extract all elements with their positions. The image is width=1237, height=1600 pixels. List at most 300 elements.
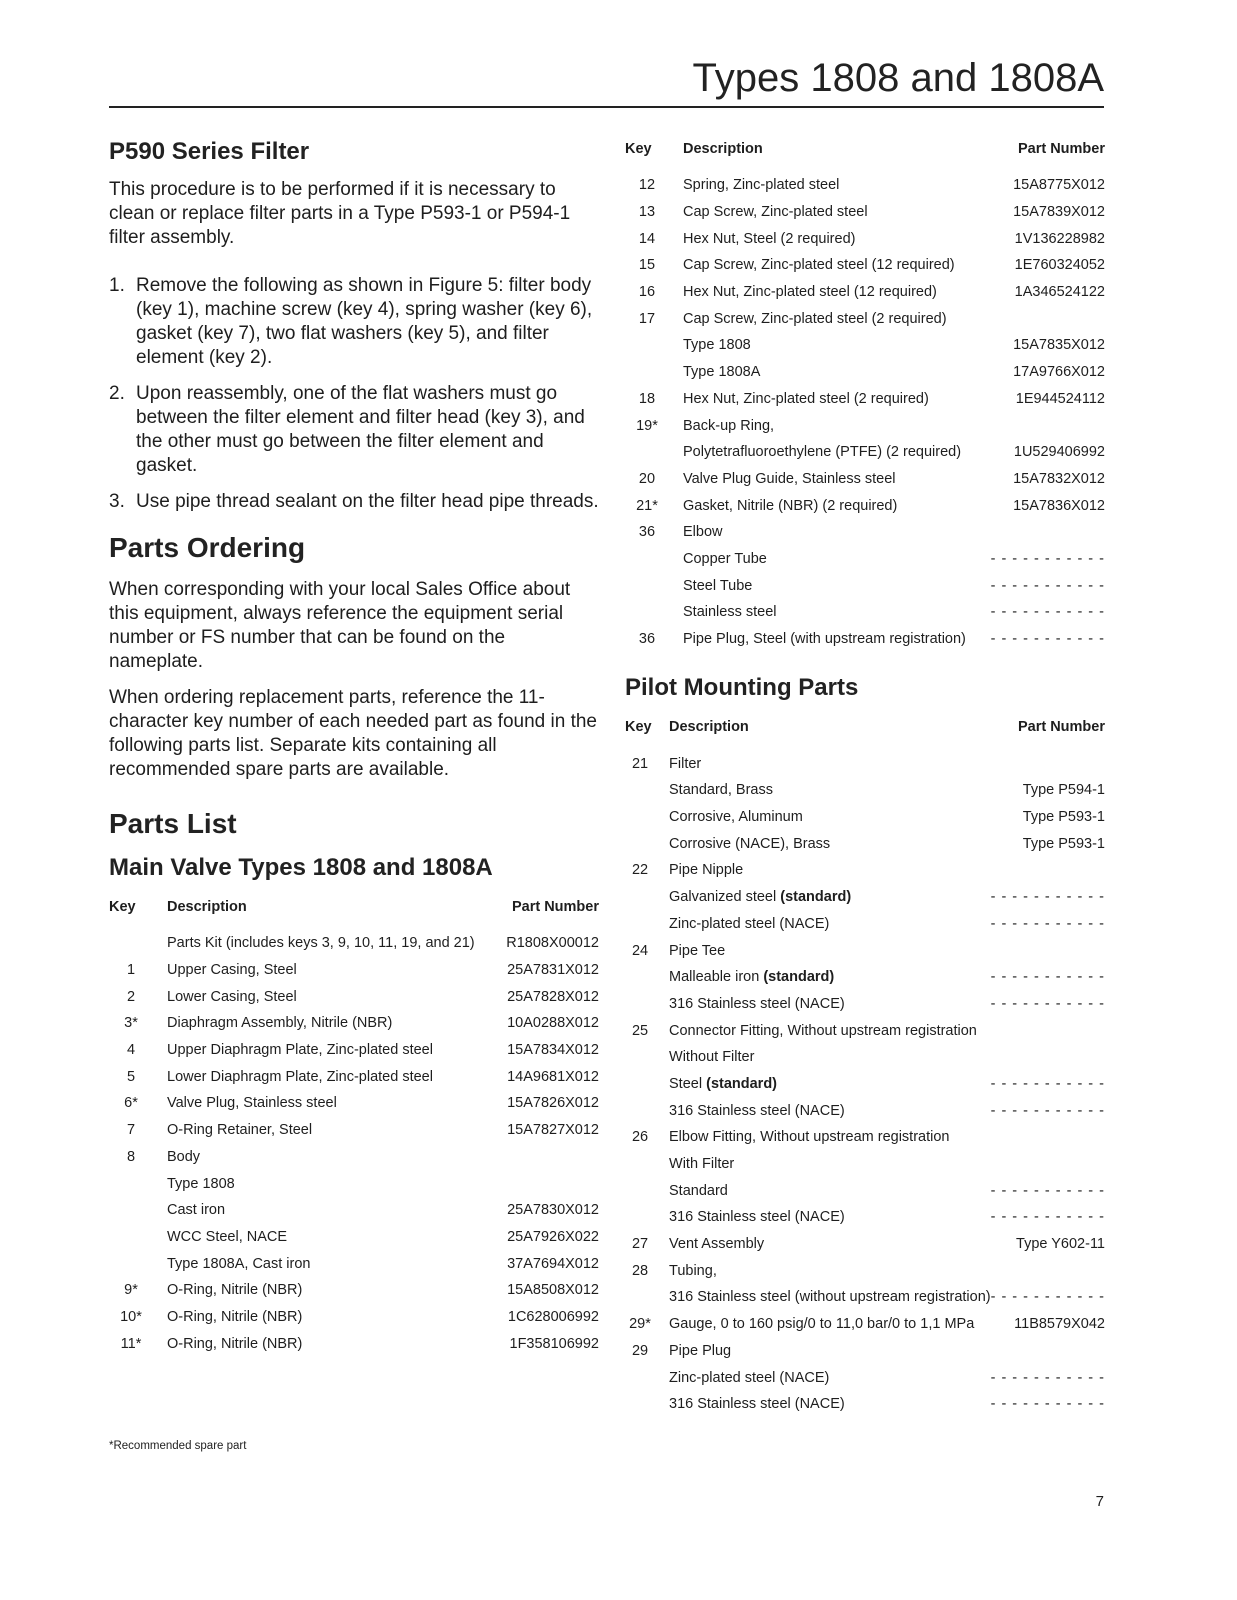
part-description [167, 1250, 499, 1277]
table-row [625, 857, 1105, 884]
table-row [625, 1044, 1105, 1071]
part-description-text: O-Ring Retainer, Steel [167, 1122, 313, 1139]
filter-steps [109, 274, 599, 514]
part-description [167, 1037, 499, 1064]
part-description-text: Pipe Plug [669, 1342, 732, 1359]
part-description-text: Cap Screw, Zinc-plated steel (2 required) [683, 310, 947, 327]
part-description-text: Parts Kit (includes keys 3, 9, 10, 11, 19, and 21) [167, 935, 475, 952]
part-key [625, 359, 683, 386]
part-description [669, 1284, 991, 1311]
part-description [683, 225, 983, 252]
part-number [499, 1144, 599, 1171]
part-description-emphasis: (standard) [780, 889, 852, 906]
table-row [625, 1124, 1105, 1151]
part-number: 10A0288X012 [507, 1015, 599, 1032]
table-row [109, 930, 599, 957]
part-description-text: Hex Nut, Zinc-plated steel (12 required) [683, 284, 937, 301]
part-key: 7 [126, 1122, 136, 1139]
part-description-text: Polytetrafluoroethylene (PTFE) (2 required) [683, 444, 962, 461]
part-description-text: Standard [669, 1182, 728, 1199]
pilot-mounting-table [625, 716, 1105, 1417]
part-key: 36 [638, 524, 656, 541]
part-number: 15A7835X012 [1013, 337, 1105, 354]
part-description-text: O-Ring, Nitrile (NBR) [167, 1308, 303, 1325]
part-number: - - - - - - - - - - - [990, 915, 1105, 932]
part-number: - - - - - - - - - - - [990, 1289, 1105, 1306]
part-description [669, 1124, 991, 1151]
part-description [669, 964, 991, 991]
part-description [669, 937, 991, 964]
part-number: 25A7831X012 [507, 962, 599, 979]
table-row [625, 572, 1105, 599]
part-number [983, 519, 1105, 546]
part-description [167, 983, 499, 1010]
footnote: *Recommended spare part [109, 1440, 247, 1452]
part-key: 29* [629, 1316, 651, 1333]
part-key: 1 [126, 962, 136, 979]
part-description [669, 1338, 991, 1365]
part-key: 20 [638, 470, 656, 487]
part-number [991, 1017, 1105, 1044]
part-key [625, 599, 683, 626]
step-item [109, 490, 599, 514]
part-description-text: Valve Plug, Stainless steel [167, 1095, 337, 1112]
part-description-text: Without Filter [669, 1049, 755, 1066]
part-description-text: 316 Stainless steel (NACE) [669, 995, 845, 1012]
table-row [625, 1151, 1105, 1178]
table-row [109, 1144, 599, 1171]
step-text: Upon reassembly, one of the flat washers must go between the filter element and filter head (key 3), and the other must go between the filter element and gasket. [136, 383, 585, 476]
table-row [625, 279, 1105, 306]
part-number: 1E760324052 [1014, 257, 1105, 274]
part-description [683, 466, 983, 493]
part-description-text: Elbow Fitting, Without upstream registration [669, 1129, 950, 1146]
part-description-text: Corrosive (NACE), Brass [669, 835, 831, 852]
part-number: Type Y602-11 [1016, 1236, 1105, 1253]
page-number: 7 [1095, 1493, 1104, 1510]
table-row [625, 172, 1105, 199]
table-row [625, 884, 1105, 911]
part-key [625, 830, 669, 857]
part-number [991, 1338, 1105, 1365]
table-row [625, 439, 1105, 466]
part-description [167, 1144, 499, 1171]
part-description [669, 804, 991, 831]
part-key [625, 1284, 669, 1311]
table-row [109, 1197, 599, 1224]
part-key: 9* [124, 1282, 138, 1299]
part-key [625, 1044, 669, 1071]
table-row [625, 1097, 1105, 1124]
right-column [625, 138, 1105, 1418]
step-number: 3. [109, 491, 125, 512]
part-description-text: Steel Tube [683, 577, 753, 594]
part-number: 14A9681X012 [507, 1068, 599, 1085]
part-description-text: With Filter [669, 1156, 735, 1173]
part-number: Type P594-1 [1022, 782, 1105, 799]
table-row [109, 1037, 599, 1064]
table-row [625, 1177, 1105, 1204]
part-description-text: 316 Stainless steel (without upstream registration) [669, 1289, 991, 1306]
part-number [983, 305, 1105, 332]
part-number [991, 1151, 1105, 1178]
table-row [625, 1391, 1105, 1418]
part-key: 15 [638, 257, 656, 274]
part-description [669, 991, 991, 1018]
left-column [109, 138, 599, 1357]
parts-ordering-heading: Parts Ordering [109, 532, 306, 563]
part-number: 15A7827X012 [507, 1122, 599, 1139]
part-number: 15A7834X012 [507, 1042, 599, 1059]
part-number: - - - - - - - - - - - [990, 631, 1105, 648]
part-number: - - - - - - - - - - - [990, 604, 1105, 621]
table-row [625, 332, 1105, 359]
part-description [683, 252, 983, 279]
part-description [669, 1044, 991, 1071]
part-description-text: Type 1808 [167, 1175, 235, 1192]
table-row [625, 1257, 1105, 1284]
table-row [109, 1170, 599, 1197]
part-description [683, 279, 983, 306]
part-description-text: Cast iron [167, 1202, 226, 1219]
part-description-text: Type 1808 [683, 337, 751, 354]
part-description-text: Lower Casing, Steel [167, 988, 297, 1005]
part-key [109, 1250, 167, 1277]
table-row [625, 359, 1105, 386]
part-description [683, 386, 983, 413]
part-number: 15A7826X012 [507, 1095, 599, 1112]
part-description-text: Corrosive, Aluminum [669, 809, 803, 826]
part-description-text: Upper Casing, Steel [167, 962, 297, 979]
table-row [109, 1330, 599, 1357]
part-description [683, 519, 983, 546]
part-key: 36 [638, 631, 656, 648]
part-number [991, 857, 1105, 884]
part-number: - - - - - - - - - - - [990, 889, 1105, 906]
col-key-header: Key [625, 141, 652, 157]
part-description [669, 1151, 991, 1178]
part-description-text: O-Ring, Nitrile (NBR) [167, 1282, 303, 1299]
part-description [683, 305, 983, 332]
part-description [669, 1204, 991, 1231]
part-description [167, 1010, 499, 1037]
part-key [625, 804, 669, 831]
part-description [683, 359, 983, 386]
part-description-text: 316 Stainless steel (NACE) [669, 1102, 845, 1119]
part-number [499, 1170, 599, 1197]
col-part-header: Part Number [1017, 141, 1105, 157]
parts-list-heading: Parts List [109, 808, 237, 839]
table-row [625, 626, 1105, 653]
step-number: 2. [109, 383, 125, 404]
part-key: 6* [124, 1095, 138, 1112]
part-description-text: Pipe Plug, Steel (with upstream registration) [683, 631, 966, 648]
part-key [625, 1151, 669, 1178]
part-number: - - - - - - - - - - - [990, 1209, 1105, 1226]
part-description [683, 546, 983, 573]
part-description [669, 1231, 991, 1258]
part-description-text: Gasket, Nitrile (NBR) (2 required) [683, 497, 898, 514]
table-row [625, 599, 1105, 626]
table-row [625, 412, 1105, 439]
part-description [683, 599, 983, 626]
part-number: Type P593-1 [1022, 835, 1105, 852]
part-description [683, 492, 983, 519]
part-key: 28 [631, 1262, 649, 1279]
part-number: 1V136228982 [1014, 230, 1105, 247]
table-row [625, 911, 1105, 938]
table-header-row [109, 896, 599, 930]
part-description [167, 1304, 499, 1331]
part-key: 24 [631, 942, 649, 959]
part-key [109, 930, 167, 957]
part-description-text: Spring, Zinc-plated steel [683, 177, 840, 194]
part-key: 10* [120, 1308, 142, 1325]
part-description-text: Cap Screw, Zinc-plated steel (12 required) [683, 257, 955, 274]
part-description-text: Connector Fitting, Without upstream registration [669, 1022, 977, 1039]
part-description [167, 1277, 499, 1304]
part-description-text: Back-up Ring, [683, 417, 775, 434]
table-row [109, 957, 599, 984]
table-row [109, 1250, 599, 1277]
part-number: 15A7832X012 [1013, 470, 1105, 487]
ordering-paragraph-2: When ordering replacement parts, reference the 11-character key number of each needed part as found in the following parts list. Separate kits containing all recommended spare parts are available. [109, 687, 597, 780]
table-row [109, 1277, 599, 1304]
part-description-text: Steel [669, 1075, 707, 1092]
part-description [669, 884, 991, 911]
part-number: 15A7836X012 [1013, 497, 1105, 514]
part-description [683, 332, 983, 359]
table-row [625, 1231, 1105, 1258]
part-key [625, 572, 683, 599]
part-number [991, 1257, 1105, 1284]
table-row [625, 964, 1105, 991]
part-number: 1F358106992 [509, 1335, 599, 1352]
table-row [109, 983, 599, 1010]
table-header-row [625, 138, 1105, 172]
part-description [683, 199, 983, 226]
part-number [991, 1044, 1105, 1071]
part-description [683, 572, 983, 599]
part-description [669, 1071, 991, 1098]
part-number: Type P593-1 [1022, 809, 1105, 826]
part-key [625, 777, 669, 804]
part-description [167, 930, 499, 957]
part-key [109, 1224, 167, 1251]
part-description-text: Type 1808A [683, 364, 761, 381]
part-description [683, 626, 983, 653]
part-description-text: Type 1808A, Cast iron [167, 1255, 311, 1272]
part-number [991, 1124, 1105, 1151]
table-row [625, 492, 1105, 519]
part-description-text: Gauge, 0 to 160 psig/0 to 11,0 bar/0 to 1,1 MPa [669, 1316, 975, 1333]
part-number: 1A346524122 [1014, 284, 1105, 301]
part-number: 11B8579X042 [1014, 1316, 1105, 1333]
part-key: 21 [631, 755, 649, 772]
part-description [683, 412, 983, 439]
part-number: 15A8775X012 [1013, 177, 1105, 194]
part-description-text: Valve Plug Guide, Stainless steel [683, 470, 896, 487]
part-number [983, 412, 1105, 439]
part-key [625, 911, 669, 938]
col-part-header: Part Number [1017, 719, 1105, 736]
part-number: - - - - - - - - - - - [990, 995, 1105, 1012]
table-row [625, 1204, 1105, 1231]
part-number: 25A7926X022 [507, 1228, 599, 1245]
part-key: 12 [638, 177, 656, 194]
part-number: - - - - - - - - - - - [990, 1182, 1105, 1199]
part-key: 17 [638, 310, 656, 327]
part-number: 15A8508X012 [507, 1282, 599, 1299]
part-key [625, 1177, 669, 1204]
table-row [625, 252, 1105, 279]
main-valve-table [109, 896, 599, 1357]
part-description-text: Stainless steel [683, 604, 777, 621]
table-row [625, 225, 1105, 252]
part-description-text: Cap Screw, Zinc-plated steel [683, 204, 868, 221]
col-part-header: Part Number [511, 899, 599, 915]
part-number [991, 937, 1105, 964]
part-key: 22 [631, 862, 649, 879]
part-description-emphasis: (standard) [706, 1075, 778, 1092]
part-description-text: Diaphragm Assembly, Nitrile (NBR) [167, 1015, 393, 1032]
part-description-text: Copper Tube [683, 550, 767, 567]
part-number [991, 750, 1105, 777]
part-key: 25 [631, 1022, 649, 1039]
table-row [625, 305, 1105, 332]
part-description-text: Elbow [683, 524, 723, 541]
part-description [669, 1177, 991, 1204]
part-description [167, 1224, 499, 1251]
table-row [625, 1017, 1105, 1044]
part-description-text: Upper Diaphragm Plate, Zinc-plated steel [167, 1042, 433, 1059]
part-key [625, 964, 669, 991]
table-row [625, 199, 1105, 226]
part-number: - - - - - - - - - - - [990, 1102, 1105, 1119]
part-number: - - - - - - - - - - - [990, 1369, 1105, 1386]
part-key [625, 1391, 669, 1418]
part-number: R1808X00012 [506, 935, 599, 952]
part-key: 26 [631, 1129, 649, 1146]
part-description [669, 1391, 991, 1418]
table-row [109, 1117, 599, 1144]
part-number: 15A7839X012 [1013, 204, 1105, 221]
part-description-text: Zinc-plated steel (NACE) [669, 915, 830, 932]
part-key [625, 1204, 669, 1231]
col-key-header: Key [625, 719, 652, 736]
part-description-text: Lower Diaphragm Plate, Zinc-plated steel [167, 1068, 433, 1085]
part-key: 13 [638, 204, 656, 221]
step-number: 1. [109, 275, 125, 296]
part-description-text: Filter [669, 755, 702, 772]
header-rule [109, 106, 1104, 108]
table-row [625, 1364, 1105, 1391]
col-description-header: Description [683, 141, 763, 157]
table-row [625, 1071, 1105, 1098]
part-number: 25A7830X012 [507, 1202, 599, 1219]
step-item [109, 382, 599, 478]
part-description-text: 316 Stainless steel (NACE) [669, 1209, 845, 1226]
part-description-text: Hex Nut, Steel (2 required) [683, 230, 856, 247]
part-key: 8 [126, 1148, 136, 1165]
part-number: 1C628006992 [507, 1308, 599, 1325]
part-description [669, 777, 991, 804]
part-description-text: O-Ring, Nitrile (NBR) [167, 1335, 303, 1352]
part-key [625, 439, 683, 466]
pilot-mounting-heading: Pilot Mounting Parts [625, 674, 859, 702]
table-row [109, 1090, 599, 1117]
part-key: 21* [636, 497, 658, 514]
part-description [167, 1170, 499, 1197]
part-number: 1E944524112 [1015, 390, 1105, 407]
part-description-text: Body [167, 1148, 201, 1165]
part-key [625, 332, 683, 359]
step-text: Remove the following as shown in Figure 5: filter body (key 1), machine screw (key 4), spring washer (key 6), gasket (key 7), two flat washers (key 5), and filter element (key 2). [136, 275, 593, 368]
table-row [625, 386, 1105, 413]
part-description [669, 1257, 991, 1284]
part-description [167, 1117, 499, 1144]
ordering-paragraph-1: When corresponding with your local Sales Office about this equipment, always reference the equipment serial number or FS number that can be found on the nameplate. [109, 579, 571, 672]
part-number: - - - - - - - - - - - [990, 1075, 1105, 1092]
part-description-text: Vent Assembly [669, 1236, 765, 1253]
part-description-text: Zinc-plated steel (NACE) [669, 1369, 830, 1386]
part-description [167, 1197, 499, 1224]
part-description [669, 1097, 991, 1124]
part-description-text: Pipe Tee [669, 942, 726, 959]
part-number: 17A9766X012 [1013, 364, 1105, 381]
table-row [625, 777, 1105, 804]
part-key [109, 1197, 167, 1224]
part-description [669, 830, 991, 857]
part-key: 19* [636, 417, 658, 434]
part-description [167, 1330, 499, 1357]
continued-parts-table [625, 138, 1105, 652]
part-number: 25A7828X012 [507, 988, 599, 1005]
part-description [167, 1063, 499, 1090]
part-key [625, 991, 669, 1018]
step-text: Use pipe thread sealant on the filter head pipe threads. [136, 491, 599, 512]
part-description [669, 1311, 991, 1338]
part-description-text: Tubing, [669, 1262, 717, 1279]
table-row [109, 1010, 599, 1037]
part-description-text: Hex Nut, Zinc-plated steel (2 required) [683, 390, 929, 407]
part-number: - - - - - - - - - - - [990, 1396, 1105, 1413]
part-key: 3* [124, 1015, 138, 1032]
col-description-header: Description [167, 899, 247, 915]
part-description [669, 1364, 991, 1391]
table-row [625, 1311, 1105, 1338]
table-row [625, 937, 1105, 964]
part-key [625, 546, 683, 573]
part-number: 1U529406992 [1013, 444, 1105, 461]
table-row [625, 830, 1105, 857]
part-key: 4 [126, 1042, 136, 1059]
table-row [109, 1304, 599, 1331]
table-row [625, 1338, 1105, 1365]
table-row [109, 1063, 599, 1090]
step-item [109, 274, 599, 370]
table-row [625, 546, 1105, 573]
filter-intro: This procedure is to be performed if it is necessary to clean or replace filter parts in a Type P593-1 or P594-1 filter assembly. [109, 179, 571, 248]
part-description [669, 1017, 991, 1044]
part-description-text: Pipe Nipple [669, 862, 744, 879]
part-key [109, 1170, 167, 1197]
part-key: 2 [126, 988, 136, 1005]
part-number: 37A7694X012 [507, 1255, 599, 1272]
part-number: - - - - - - - - - - - [990, 550, 1105, 567]
part-number: - - - - - - - - - - - [990, 969, 1105, 986]
table-header-row [625, 716, 1105, 750]
